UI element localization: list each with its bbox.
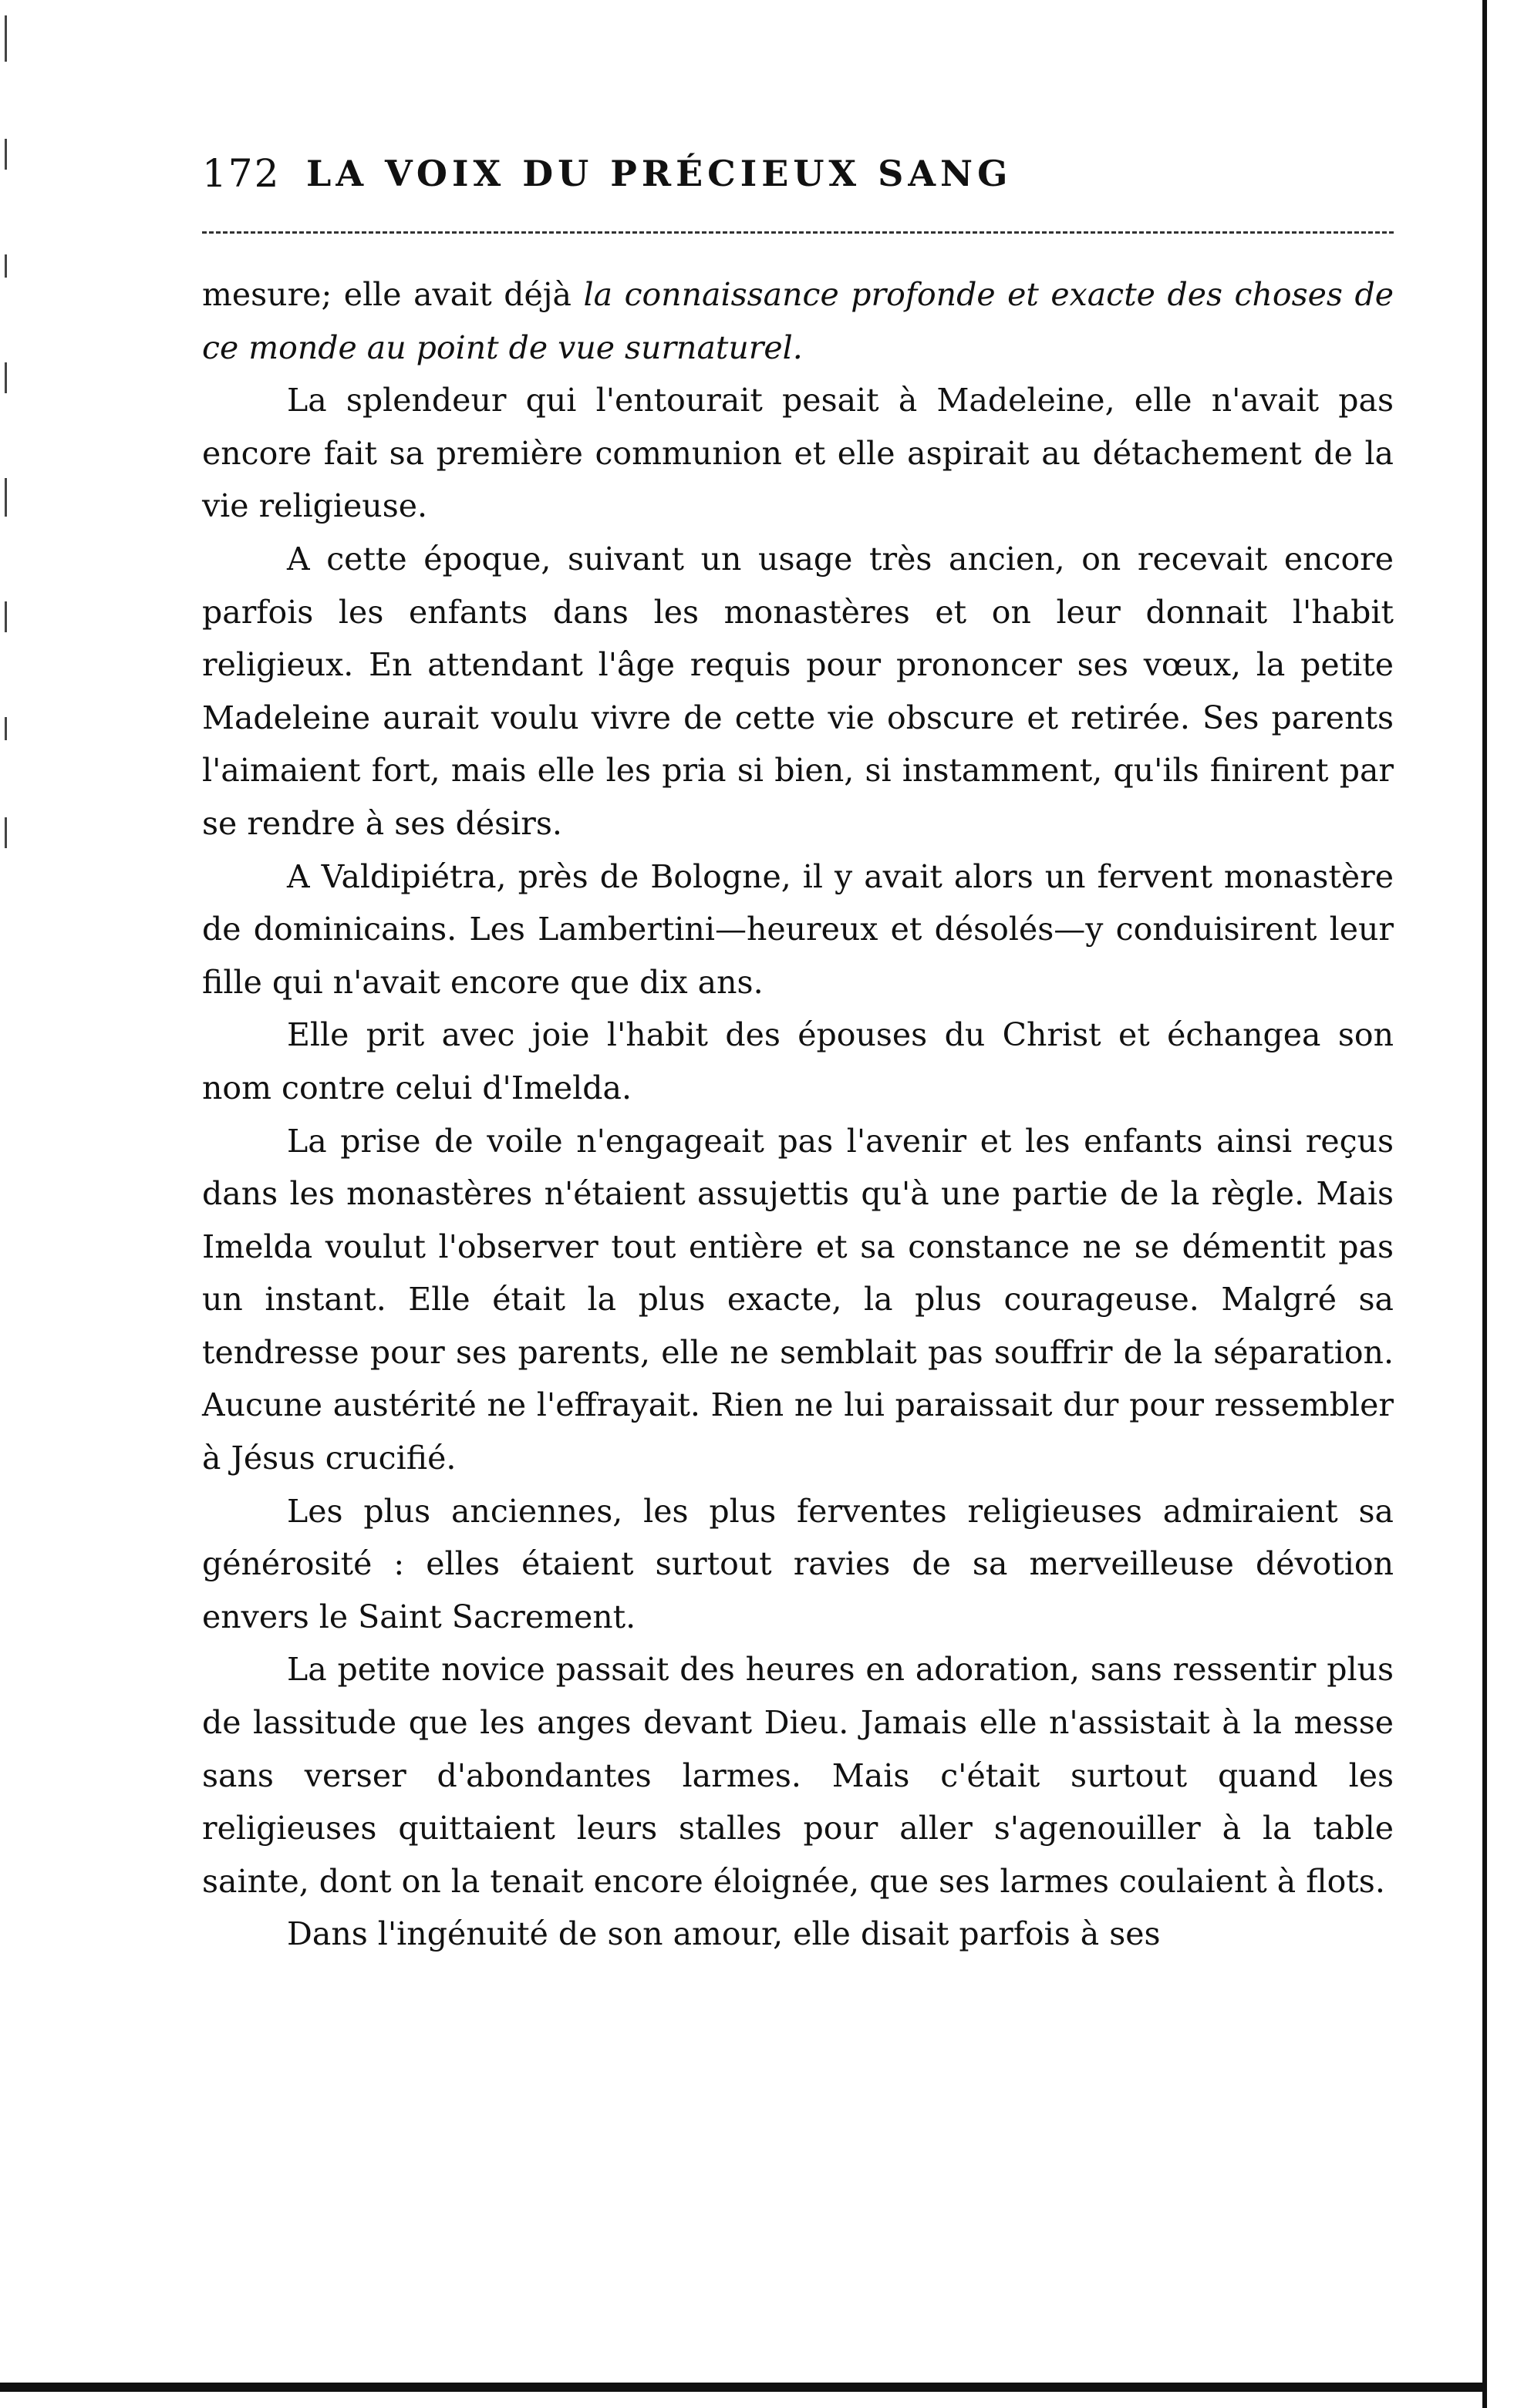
- paragraph: Les plus anciennes, les plus ferventes religieuses admiraient sa générosité : elles étaient surtout ravies de sa merveilleuse dévotion envers le Saint Sacrement.: [202, 1492, 1394, 1635]
- page-edge-line: [1482, 0, 1487, 2408]
- header-rule: [202, 231, 1394, 234]
- binding-mark: [5, 817, 7, 848]
- paragraph: A Valdipiétra, près de Bologne, il y avait alors un fervent monastère de dominicains. Les Lambertini—heureux et désolés—y conduisirent leur fille qui n'avait encore que dix ans.: [202, 857, 1394, 1001]
- page-header: [202, 147, 1394, 200]
- page-number: 172: [202, 151, 281, 196]
- paragraph: Elle prit avec joie l'habit des épouses du Christ et échangea son nom contre celui d'Imelda.: [202, 1016, 1394, 1106]
- binding-mark: [5, 717, 7, 740]
- paragraph: La petite novice passait des heures en adoration, sans ressentir plus de lassitude que les anges devant Dieu. Jamais elle n'assistait à la messe sans verser d'abondantes larmes. Mais c'était surtout quand les religieuses quittaient leurs stalles pour aller s'agenouiller à la table sainte, dont on la tenait encore éloignée, que ses larmes coulaient à flots.: [202, 1651, 1394, 1900]
- running-title: LA VOIX DU PRÉCIEUX SANG: [306, 153, 1013, 194]
- italic-phrase: la connaissance profonde et exacte des choses de ce monde au point de vue surnaturel.: [202, 276, 1394, 366]
- binding-mark: [5, 362, 7, 393]
- binding-mark: [5, 478, 7, 517]
- paragraph: Dans l'ingénuité de son amour, elle disait parfois à ses: [287, 1915, 1161, 1953]
- paragraph-continued: mesure; elle avait déjà la connaissance profonde et exacte des choses de ce monde au point de vue surnaturel.: [202, 276, 1394, 366]
- binding-mark: [5, 254, 7, 278]
- binding-mark: [5, 139, 7, 170]
- paragraph: La splendeur qui l'entourait pesait à Madeleine, elle n'avait pas encore fait sa première communion et elle aspirait au détachement de la vie religieuse.: [202, 382, 1394, 525]
- binding-mark: [5, 15, 7, 62]
- paragraph: La prise de voile n'engageait pas l'avenir et les enfants ainsi reçus dans les monastères n'étaient assujettis qu'à une partie de la règle. Mais Imelda voulut l'observer tout entière et sa constance ne se démentit pas un instant. Elle était la plus exacte, la plus courageuse. Malgré sa tendresse pour ses parents, elle ne semblait pas souffrir de la séparation. Aucune austérité ne l'effrayait. Rien ne lui paraissait dur pour ressembler à Jésus crucifié.: [202, 1122, 1394, 1477]
- bottom-rule: [0, 2383, 1487, 2392]
- binding-mark: [5, 601, 7, 632]
- body-text: [202, 268, 1394, 1961]
- paragraph: A cette époque, suivant un usage très ancien, on recevait encore parfois les enfants dans les monastères et on leur donnait l'habit religieux. En attendant l'âge requis pour prononcer ses vœux, la petite Madeleine aurait voulu vivre de cette vie obscure et retirée. Ses parents l'aimaient fort, mais elle les pria si bien, si instamment, qu'ils finirent par se rendre à ses désirs.: [202, 540, 1394, 842]
